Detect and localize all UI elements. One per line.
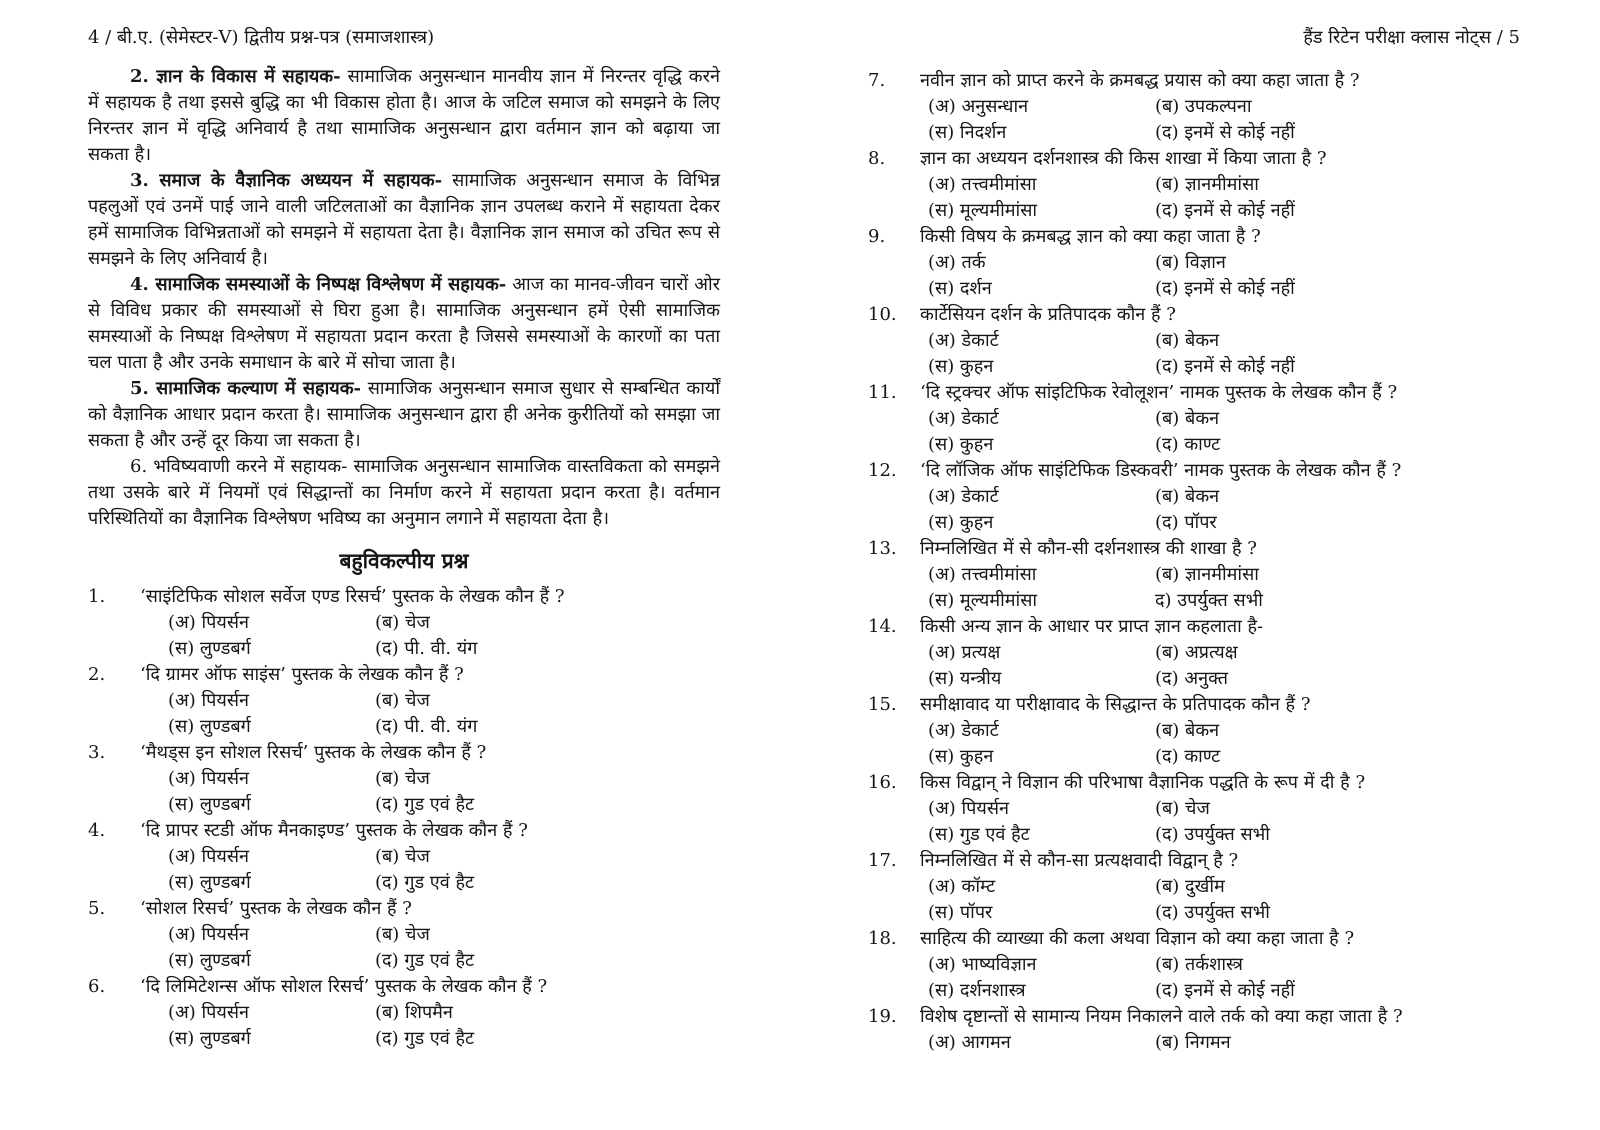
paragraph-body: सामाजिक अनुसन्धान समाज सुधार से सम्बन्धित कार्यों को वैज्ञानिक आधार प्रदान करता है। सामाजिक अनुसन्धान द्वारा ही अनेक कुरीतियों को समझा जा सकता है और उन्हें दूर किया जा सकता है।	[88, 378, 720, 451]
left-page	[88, 26, 720, 1052]
question-row	[868, 380, 1520, 406]
option: (स) लुण्डबर्ग	[168, 1028, 251, 1049]
question-number: 5.	[88, 898, 106, 919]
paragraph-body: सामाजिक अनुसन्धान सामाजिक वास्तविकता को समझने तथा उसके बारे में नियमों एवं सिद्धान्तों का निर्माण करने में सहायता प्रदान करता है। वर्तमान परिस्थितियों का वैज्ञानिक विश्लेषण भविष्य का अनुमान लगाने में सहायता देता है।	[88, 456, 720, 529]
intro-paragraph	[88, 454, 720, 532]
options-grid	[928, 406, 1520, 458]
intro-paragraph	[88, 272, 720, 376]
option: (ब) चेज	[375, 924, 430, 945]
option: (ब) ज्ञानमीमांसा	[1155, 174, 1259, 195]
question-number: 6.	[88, 976, 106, 997]
paragraph-body: सामाजिक अनुसन्धान मानवीय ज्ञान में निरन्तर वृद्धि करने में सहायक है तथा इससे बुद्धि का भी विकास होता है। आज के जटिल समाज को समझने के लिए निरन्तर ज्ञान में वृद्धि अनिवार्य है तथा सामाजिक अनुसन्धान द्वारा वर्तमान ज्ञान को बढ़ाया जा सकता है।	[88, 66, 720, 165]
question-item	[88, 974, 720, 1052]
option: (अ) अनुसन्धान	[928, 96, 1029, 117]
options-grid	[928, 1030, 1520, 1056]
option: (स) निदर्शन	[928, 122, 1007, 143]
question-number: 13.	[868, 538, 897, 559]
option: (ब) तर्कशास्त्र	[1155, 954, 1243, 975]
question-row	[868, 1004, 1520, 1030]
question-text: नवीन ज्ञान को प्राप्त करने के क्रमबद्ध प्रयास को क्या कहा जाता है ?	[920, 70, 1360, 91]
question-item	[88, 896, 720, 974]
question-row	[868, 926, 1520, 952]
option: (अ) तत्त्वमीमांसा	[928, 564, 1037, 585]
question-item	[868, 458, 1520, 536]
right-page-header: हैंड रिटेन परीक्षा क्लास नोट्स / 5	[1303, 27, 1520, 48]
option: (अ) पियर्सन	[168, 1002, 250, 1023]
question-number: 19.	[868, 1006, 897, 1027]
option: (ब) चेज	[375, 768, 430, 789]
option: (ब) बेकन	[1155, 330, 1220, 351]
question-text: ‘सोशल रिसर्च’ पुस्तक के लेखक कौन हैं ?	[140, 898, 412, 919]
options-grid	[168, 766, 720, 818]
question-number: 3.	[88, 742, 106, 763]
option: (द) पॉपर	[1155, 512, 1217, 533]
question-row	[88, 974, 720, 1000]
option: (द) पी. वी. यंग	[375, 716, 478, 737]
option: (ब) विज्ञान	[1155, 252, 1226, 273]
option: (स) गुड एवं हैट	[928, 824, 1030, 845]
option: (द) पी. वी. यंग	[375, 638, 478, 659]
question-row	[88, 662, 720, 688]
option: (द) इनमें से कोई नहीं	[1155, 200, 1295, 221]
option: (ब) दुर्खीम	[1155, 876, 1225, 897]
option: (द) काण्ट	[1155, 746, 1221, 767]
option: (स) कुहन	[928, 746, 994, 767]
question-text: ‘साइंटिफिक सोशल सर्वेज एण्ड रिसर्च’ पुस्तक के लेखक कौन हैं ?	[140, 586, 565, 607]
paragraph-body: सामाजिक अनुसन्धान समाज के विभिन्न पहलुओं एवं उनमें पाई जाने वाली जटिलताओं का वैज्ञानिक ज्ञान उपलब्ध कराने में सहायता देकर हमें सामाजिक विभिन्नताओं को समझने में सहायता देता है। वैज्ञानिक ज्ञान समाज को उचित रूप से समझने के लिए अनिवार्य है।	[88, 170, 721, 269]
option: (द) इनमें से कोई नहीं	[1155, 980, 1295, 1001]
question-row	[88, 584, 720, 610]
options-grid	[168, 1000, 720, 1052]
question-text: निम्नलिखित में से कौन-सा प्रत्यक्षवादी विद्वान् है ?	[920, 850, 1239, 871]
question-number: 15.	[868, 694, 897, 715]
mcq-section-heading: बहुविकल्पीय प्रश्न	[339, 548, 469, 573]
option: (स) पॉपर	[928, 902, 993, 923]
option: (द) इनमें से कोई नहीं	[1155, 122, 1295, 143]
options-grid	[928, 796, 1520, 848]
question-item	[88, 818, 720, 896]
option: (अ) डेकार्ट	[928, 408, 999, 429]
question-item	[868, 770, 1520, 848]
question-item	[868, 692, 1520, 770]
question-row	[868, 770, 1520, 796]
options-grid	[928, 640, 1520, 692]
option: (ब) बेकन	[1155, 720, 1220, 741]
left-page-header: 4 / बी.ए. (सेमेस्टर-V) द्वितीय प्रश्न-पत्र (समाजशास्त्र)	[88, 27, 435, 48]
question-number: 7.	[868, 70, 886, 91]
question-text: किसी विषय के क्रमबद्ध ज्ञान को क्या कहा जाता है ?	[920, 226, 1261, 247]
option: (अ) पियर्सन	[168, 612, 250, 633]
question-text: ‘दि लॉजिक ऑफ साइंटिफिक डिस्कवरी’ नामक पुस्तक के लेखक कौन हैं ?	[920, 460, 1402, 481]
option: (स) मूल्यमीमांसा	[928, 590, 1038, 611]
questions-right	[868, 68, 1520, 1056]
option: (स) लुण्डबर्ग	[168, 950, 251, 971]
option: (ब) अप्रत्यक्ष	[1155, 642, 1238, 663]
option: (ब) बेकन	[1155, 408, 1220, 429]
question-number: 12.	[868, 460, 897, 481]
question-number: 2.	[88, 664, 106, 685]
option: (स) दर्शन	[928, 278, 992, 299]
paragraph-lead: 3. समाज के वैज्ञानिक अध्ययन में सहायक-	[130, 170, 443, 191]
question-item	[88, 584, 720, 662]
question-row	[868, 536, 1520, 562]
question-text: ‘दि ग्रामर ऑफ साइंस’ पुस्तक के लेखक कौन हैं ?	[140, 664, 464, 685]
option: (अ) आगमन	[928, 1032, 1011, 1053]
options-grid	[928, 250, 1520, 302]
question-row	[868, 458, 1520, 484]
option: (स) यन्त्रीय	[928, 668, 1002, 689]
question-number: 10.	[868, 304, 897, 325]
option: (अ) पियर्सन	[168, 846, 250, 867]
options-grid	[928, 952, 1520, 1004]
option: (ब) चेज	[375, 690, 430, 711]
question-row	[88, 740, 720, 766]
question-item	[868, 614, 1520, 692]
option: (अ) कॉम्ट	[928, 876, 996, 897]
intro-paragraph	[88, 168, 720, 272]
options-grid	[928, 328, 1520, 380]
question-number: 17.	[868, 850, 897, 871]
right-page	[868, 26, 1520, 1056]
option: (ब) चेज	[1155, 798, 1210, 819]
question-item	[88, 740, 720, 818]
paragraph-lead: 4. सामाजिक समस्याओं के निष्पक्ष विश्लेषण में सहायक-	[130, 274, 507, 295]
question-number: 4.	[88, 820, 106, 841]
question-row	[88, 818, 720, 844]
option: (स) कुहन	[928, 434, 994, 455]
question-item	[868, 848, 1520, 926]
option: (ब) उपकल्पना	[1155, 96, 1252, 117]
question-row	[868, 146, 1520, 172]
option: (अ) भाष्यविज्ञान	[928, 954, 1037, 975]
question-item	[868, 380, 1520, 458]
options-grid	[928, 484, 1520, 536]
option: (द) गुड एवं हैट	[375, 872, 475, 893]
option: (स) लुण्डबर्ग	[168, 716, 251, 737]
question-item	[868, 926, 1520, 1004]
options-grid	[168, 844, 720, 896]
option: द) उपर्युक्त सभी	[1155, 590, 1263, 611]
option: (स) मूल्यमीमांसा	[928, 200, 1038, 221]
question-number: 11.	[868, 382, 897, 403]
option: (द) गुड एवं हैट	[375, 1028, 475, 1049]
question-row	[868, 614, 1520, 640]
options-grid	[928, 172, 1520, 224]
option: (द) उपर्युक्त सभी	[1155, 902, 1270, 923]
options-grid	[168, 688, 720, 740]
question-item	[868, 224, 1520, 302]
option: (ब) निगमन	[1155, 1032, 1231, 1053]
option: (स) लुण्डबर्ग	[168, 872, 251, 893]
option: (अ) डेकार्ट	[928, 330, 999, 351]
questions-left	[88, 584, 720, 1052]
paragraph-lead: 2. ज्ञान के विकास में सहायक-	[130, 66, 341, 87]
intro-paragraph	[88, 376, 720, 454]
options-grid	[928, 718, 1520, 770]
option: (द) इनमें से कोई नहीं	[1155, 278, 1295, 299]
option: (अ) पियर्सन	[168, 924, 250, 945]
question-row	[868, 302, 1520, 328]
paragraph-lead: 5. सामाजिक कल्याण में सहायक-	[130, 378, 361, 399]
question-text: विशेष दृष्टान्तों से सामान्य नियम निकालने वाले तर्क को क्या कहा जाता है ?	[920, 1006, 1403, 1027]
question-item	[88, 662, 720, 740]
question-number: 8.	[868, 148, 886, 169]
question-number: 16.	[868, 772, 897, 793]
option: (अ) प्रत्यक्ष	[928, 642, 1001, 663]
question-number: 14.	[868, 616, 897, 637]
option: (अ) पियर्सन	[928, 798, 1010, 819]
options-grid	[168, 922, 720, 974]
options-grid	[168, 610, 720, 662]
options-grid	[928, 94, 1520, 146]
question-text: ‘दि लिमिटेशन्स ऑफ सोशल रिसर्च’ पुस्तक के लेखक कौन हैं ?	[140, 976, 548, 997]
option: (अ) तत्त्वमीमांसा	[928, 174, 1037, 195]
option: (स) दर्शनशास्त्र	[928, 980, 1026, 1001]
option: (अ) तर्क	[928, 252, 986, 273]
option: (ब) ज्ञानमीमांसा	[1155, 564, 1259, 585]
option: (द) काण्ट	[1155, 434, 1221, 455]
intro-paragraphs	[88, 64, 720, 532]
option: (अ) डेकार्ट	[928, 486, 999, 507]
option: (ब) शिपमैन	[375, 1002, 453, 1023]
question-item	[868, 302, 1520, 380]
question-text: कार्टेसियन दर्शन के प्रतिपादक कौन हैं ?	[920, 304, 1176, 325]
question-text: निम्नलिखित में से कौन-सी दर्शनशास्त्र की शाखा है ?	[920, 538, 1257, 559]
question-text: ‘दि प्रापर स्टडी ऑफ मैनकाइण्ड’ पुस्तक के लेखक कौन हैं ?	[140, 820, 528, 841]
question-text: किसी अन्य ज्ञान के आधार पर प्राप्त ज्ञान कहलाता है-	[920, 616, 1264, 637]
question-item	[868, 536, 1520, 614]
question-row	[88, 896, 720, 922]
option: (द) अनुक्त	[1155, 668, 1228, 689]
question-text: ज्ञान का अध्ययन दर्शनशास्त्र की किस शाखा में किया जाता है ?	[920, 148, 1327, 169]
options-grid	[928, 562, 1520, 614]
question-text: किस विद्वान् ने विज्ञान की परिभाषा वैज्ञानिक पद्धति के रूप में दी है ?	[920, 772, 1366, 793]
option: (स) कुहन	[928, 356, 994, 377]
question-row	[868, 68, 1520, 94]
question-row	[868, 848, 1520, 874]
paragraph-body: आज का मानव-जीवन चारों ओर से विविध प्रकार की समस्याओं से घिरा हुआ है। सामाजिक अनुसन्धान हमें ऐसी सामाजिक समस्याओं के निष्पक्ष विश्लेषण में सहायता प्रदान करता है जिससे समस्याओं के कारणों का पता चल पाता है और उनके समाधान के बारे में सोचा जाता है।	[88, 274, 721, 373]
question-number: 1.	[88, 586, 106, 607]
option: (स) कुहन	[928, 512, 994, 533]
option: (अ) डेकार्ट	[928, 720, 999, 741]
option: (द) गुड एवं हैट	[375, 794, 475, 815]
question-text: साहित्य की व्याख्या की कला अथवा विज्ञान को क्या कहा जाता है ?	[920, 928, 1355, 949]
question-text: ‘मैथड्स इन सोशल रिसर्च’ पुस्तक के लेखक कौन हैं ?	[140, 742, 487, 763]
question-text: ‘दि स्ट्रक्चर ऑफ सांइटिफिक रेवोलूशन’ नामक पुस्तक के लेखक कौन हैं ?	[920, 382, 1398, 403]
question-item	[868, 68, 1520, 146]
question-row	[868, 224, 1520, 250]
option: (द) गुड एवं हैट	[375, 950, 475, 971]
question-item	[868, 1004, 1520, 1056]
question-number: 9.	[868, 226, 886, 247]
question-row	[868, 692, 1520, 718]
option: (स) लुण्डबर्ग	[168, 638, 251, 659]
question-number: 18.	[868, 928, 897, 949]
options-grid	[928, 874, 1520, 926]
paragraph-lead: 6. भविष्यवाणी करने में सहायक-	[130, 456, 348, 477]
option: (द) उपर्युक्त सभी	[1155, 824, 1270, 845]
option: (स) लुण्डबर्ग	[168, 794, 251, 815]
option: (ब) चेज	[375, 846, 430, 867]
intro-paragraph	[88, 64, 720, 168]
option: (अ) पियर्सन	[168, 768, 250, 789]
question-text: समीक्षावाद या परीक्षावाद के सिद्धान्त के प्रतिपादक कौन हैं ?	[920, 694, 1311, 715]
option: (ब) बेकन	[1155, 486, 1220, 507]
option: (ब) चेज	[375, 612, 430, 633]
option: (द) इनमें से कोई नहीं	[1155, 356, 1295, 377]
option: (अ) पियर्सन	[168, 690, 250, 711]
question-item	[868, 146, 1520, 224]
